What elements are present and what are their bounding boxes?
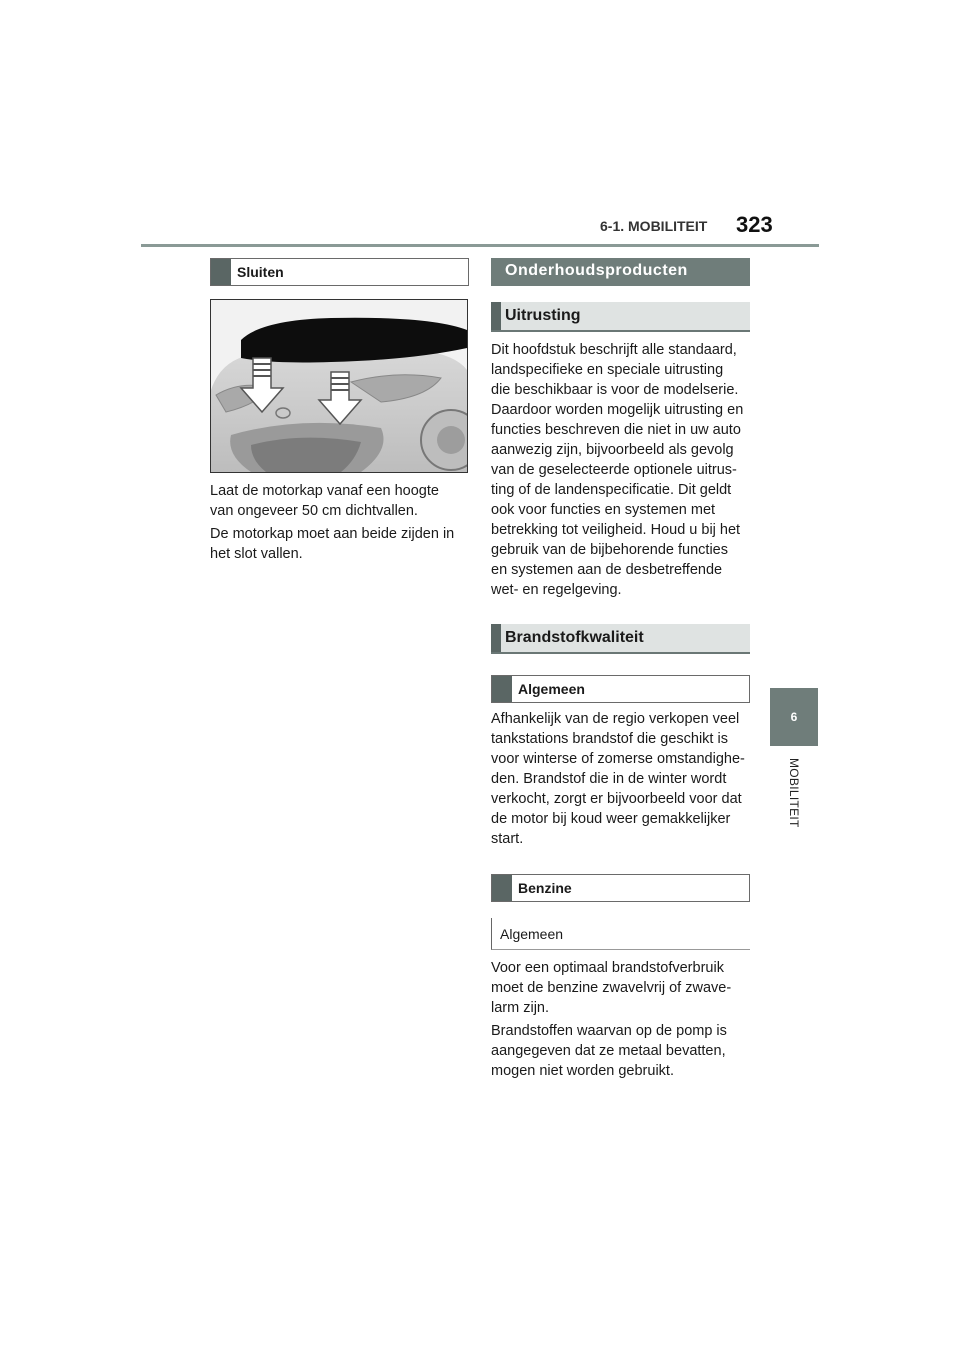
text-line: de motor bij koud weer gemakkelijker [491,811,731,827]
heading-onderhoudsproducten-text: Onderhoudsproducten [505,262,688,279]
heading-marker [492,676,512,702]
sluiten-paragraph-1 [210,481,439,521]
text-line: functies beschreven die niet in uw auto [491,422,741,438]
car-hood-illustration [210,299,468,473]
page-number: 323 [736,212,773,237]
text-line: en systemen aan de desbetreffende [491,562,723,578]
heading-algemeen-text: Algemeen [518,681,585,697]
text-line: Daardoor worden mogelijk uitrusting en [491,402,744,418]
heading-marker [211,259,231,285]
text-line: wet- en regelgeving. [491,582,622,598]
text-line: van ongeveer 50 cm dichtvallen. [210,503,418,519]
text-line: mogen niet worden gebruikt. [491,1063,674,1079]
text-line: Voor een optimaal brandstofverbruik [491,960,724,976]
text-line: aangegeven dat ze metaal bevatten, [491,1043,726,1059]
heading-benzine-text: Benzine [518,880,572,896]
text-line: De motorkap moet aan beide zijden in [210,526,455,542]
text-line: moet de benzine zwavelvrij of zwave- [491,980,732,996]
chapter-tab [770,688,818,746]
text-line: ting of de landenspecificatie. Dit geldt [491,482,732,498]
text-line: ook voor functies en systemen met [491,502,716,518]
text-line: Dit hoofdstuk beschrijft alle standaard, [491,342,737,358]
uitrusting-paragraph [491,340,743,600]
text-line: den. Brandstof die in de winter wordt [491,771,727,787]
heading-sluiten-text: Sluiten [237,264,284,280]
text-line: betrekking tot veiligheid. Houd u bij het [491,522,741,538]
chapter-label-text: MOBILITEIT [787,758,801,828]
header-rule [141,244,819,247]
text-line: start. [491,831,524,847]
heading-uitrusting-text: Uitrusting [505,307,581,324]
heading-marker [492,875,512,901]
text-line: larm zijn. [491,1000,550,1016]
subheading-benzine-algemeen-text: Algemeen [500,926,564,942]
text-line: die beschikbaar is voor de modelserie. [491,382,739,398]
text-line: aanwezig zijn, bijvoorbeeld als gevolg [491,442,734,458]
heading-onderhoudsproducten [491,258,750,286]
heading-benzine [491,874,750,902]
text-line: tankstations brandstof die geschikt is [491,731,728,747]
section-title: 6-1. MOBILITEIT [600,218,708,234]
text-line: Afhankelijk van de regio verkopen veel [491,711,740,727]
car-hood-drawing [211,300,467,472]
heading-marker [491,624,501,652]
heading-brandstofkwaliteit-text: Brandstofkwaliteit [505,629,644,646]
chapter-number: 6 [790,710,798,724]
heading-sluiten [210,258,469,286]
text-line: landspecifieke en speciale uitrusting [491,362,724,378]
heading-algemeen [491,675,750,703]
text-line: het slot vallen. [210,546,303,562]
heading-brandstofkwaliteit [491,624,750,654]
text-line: Laat de motorkap vanaf een hoogte [210,483,439,499]
benzine-paragraph-1 [491,958,731,1018]
algemeen-paragraph [491,709,745,849]
chapter-label [780,758,808,838]
text-line: Brandstoffen waarvan op de pomp is [491,1023,727,1039]
benzine-paragraph-2 [491,1021,727,1081]
sluiten-paragraph-2 [210,524,454,564]
text-line: voor winterse of zomerse omstandighe- [491,751,745,767]
text-line: van de geselecteerde optionele uitrus- [491,462,737,478]
text-line: gebruik van de bijbehorende functies [491,542,728,558]
heading-marker [491,302,501,330]
text-line: verkocht, zorgt er bijvoorbeeld voor dat [491,791,742,807]
subheading-benzine-algemeen [491,918,750,950]
heading-uitrusting [491,302,750,332]
